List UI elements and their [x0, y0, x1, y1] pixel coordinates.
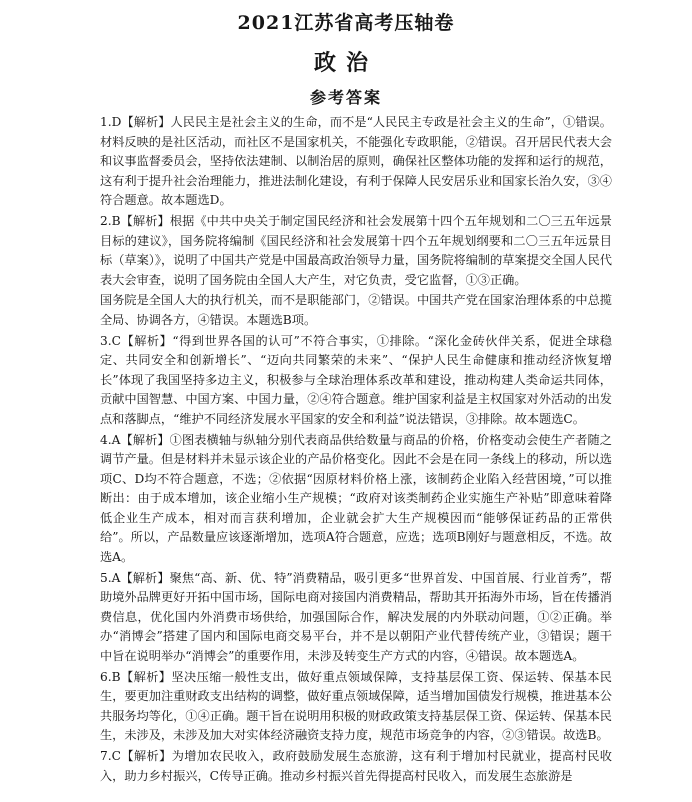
answer-list [100, 113, 612, 786]
answer-paragraph-6: 6.B【解析】坚决压缩一般性支出，做好重点领域保障，支持基层保工资、保运转、保基本民生，要更加注重财政支出结构的调整，做好重点领域保障，适当增加国债发行规模，推进基本公共服务均等化，①④正确。题干旨在说明用积极的财政政策支持基层保工资、保运转、保基本民生，未涉及，未涉及加大对实体经济融资支持力度，规范市场竞争的内容，②③错误。故选B。 [100, 669, 612, 743]
exam-title: 2021江苏省高考压轴卷 [237, 12, 455, 34]
answer-paragraph-7: 7.C【解析】为增加农民收入，政府鼓励发展生态旅游，这有利于增加村民就业，提高村民收入，助力乡村振兴，C传导正确。推动乡村振兴首先得提高村民收入，而发展生态旅游是 [100, 749, 612, 783]
answer-paragraph-5: 5.A【解析】聚焦“高、新、优、特”消费精品，吸引更多“世界首发、中国首展、行业首秀”，帮助境外品牌更好开拓中国市场，国际电商对接国内消费精品，帮助其开拓海外市场，旨在传播消费信息，优化国内外消费市场供给，加强国际合作，解决发展的内外联动问题，①②正确。举办“消博会”搭建了国内和国际电商交易平台，并不是以朝阳产业代替传统产业，③错误；题干中旨在说明举办“消博会”的重要作用，未涉及转变生产方式的内容，④错误。故本题选A。 [100, 570, 612, 664]
answer-paragraph-4: 4.A【解析】①图表横轴与纵轴分别代表商品供给数量与商品的价格，价格变动会使生产者随之调节产量。但是材料并未显示该企业的产品价格变化。因此不会是在同一条线上的移动，所以选项C、D均不符合题意，不选；②依据“因原材料价格上涨，该制药企业陷入经营困境，”可以推断出：由于成本增加，该企业缩小生产规模；“政府对该类制药企业实施生产补贴”即意味着降低企业生产成本，相对而言获利增加，企业就会扩大生产规模因而“能够保证药品的正常供给”。所以，产品数量应该逐渐增加，选项A符合题意，应选；选项B刚好与题意相反，不选。故选A。 [100, 432, 612, 565]
answer-paragraph-2-cont: 国务院是全国人大的执行机关，而不是职能部门，②错误。中国共产党在国家治理体系的中总揽全局、协调各方，④错误。本题选B项。 [100, 293, 612, 327]
answer-paragraph-1: 1.D【解析】人民民主是社会主义的生命，而不是“人民民主专政是社会主义的生命”，①错误。材料反映的是社区活动，而社区不是国家机关，不能强化专政职能，②错误。召开居民代表大会和议事监督委员会，坚持依法建制、以制治居的原则，确保社区整体功能的发挥和运行的规范，这有利于提升社会治理能力，推进法制化建设，有利于保障人民安居乐业和国家长治久安，③④符合题意。故本题选D。 [100, 115, 612, 208]
section-title: 参考答案 [309, 88, 382, 107]
subject-title: 政治 [313, 50, 378, 76]
answer-paragraph-3: 3.C【解析】“得到世界各国的认可”不符合事实，①排除。“深化金砖伙伴关系，促进全球稳定、共同安全和创新增长”、“迈向共同繁荣的未来”、“保护人民生命健康和推动经济恢复增长”体现了我国坚持多边主义，积极参与全球治理体系改革和建设，推动构建人类命运共同体，贡献中国智慧、中国方案、中国力量，②④符合题意。维护国家利益是主权国家对外活动的出发点和落脚点，“维护不同经济发展水平国家的安全和利益”说法错误，③排除。故本题选C。 [100, 333, 612, 426]
answer-paragraph-2: 2.B【解析】根据《中共中央关于制定国民经济和社会发展第十四个五年规划和二〇三五年远景目标的建议》，国务院将编制《国民经济和社会发展第十四个五年规划纲要和二〇三五年远景目标（草案）》，说明了中国共产党是中国最高政治领导力量，国务院将编制的草案提交全国人民代表大会审查，说明了国务院由全国人大产生，对它负责，受它监督，①③正确。 [100, 213, 612, 287]
